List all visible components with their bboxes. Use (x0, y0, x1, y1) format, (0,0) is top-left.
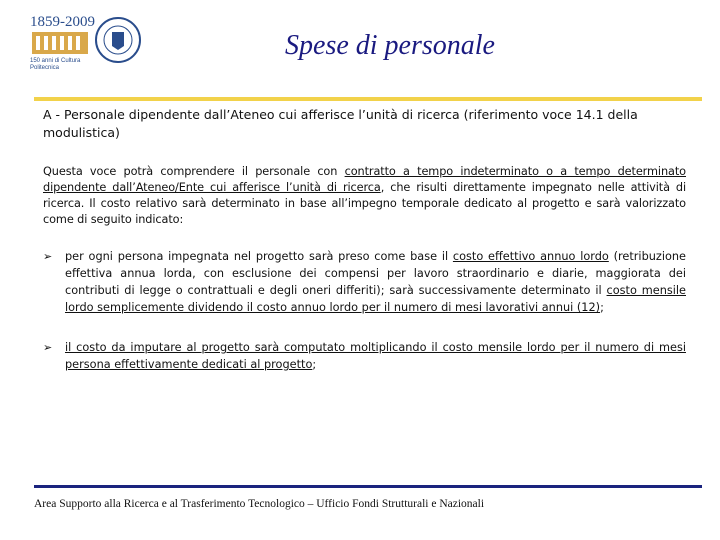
intro-underlined: contratto a tempo indeterminato o a tempo determinato dipendente dall’Ateneo/Ente cui afferisce l’unità di ricerca (43, 165, 686, 194)
bullet-2-text-1: ; (312, 358, 317, 371)
footer-text: Area Supporto alla Ricerca e al Trasferimento Tecnologico – Ufficio Fondi Strutturali e Nazionali (34, 498, 485, 510)
bullet-1-text-1: per ogni persona impegnata nel progetto sarà preso come base il (65, 250, 453, 263)
slide-content (43, 106, 686, 373)
anniversary-logo (28, 12, 156, 72)
section-heading: A - Personale dipendente dall’Ateneo cui afferisce l’unità di ricerca (riferimento voce 14.1 della modulistica) (43, 107, 638, 140)
bullet-1-text-2: (retribuzione effettiva annua lorda, con esclusione dei compensi per lavoro straordinario e diarie, maggiorata dei contributi di legge o contrattuali e degli oneri differiti); sarà successivamente determinato il (65, 250, 686, 297)
bullet-item (43, 339, 686, 373)
bullet-1-text-3: ; (600, 301, 604, 314)
logo-caption-line1: 150 anni di Cultura (30, 58, 81, 64)
intro-text-2: , che risulti direttamente impegnato nelle attività di ricerca. Il costo relativo sarà determinato in base all’impegno temporale dedicato al progetto e sarà valorizzato come di seguito indicato: (43, 181, 686, 226)
intro-paragraph (43, 164, 686, 228)
arrow-bullet-icon: ➢ (43, 341, 53, 354)
top-divider (34, 97, 702, 101)
logo-years: 1859-2009 (30, 14, 95, 30)
arrow-bullet-icon: ➢ (43, 250, 53, 263)
bullet-1-underlined-2: costo mensile lordo semplicemente dividendo il costo annuo lordo per il numero di mesi lavorativi annui (12) (65, 284, 686, 314)
logo-caption-line2: Politecnica (30, 65, 60, 71)
slide-title: Spese di personale (285, 30, 495, 61)
bullet-2-underlined: il costo da imputare al progetto sarà computato moltiplicando il costo mensile lordo per il numero di mesi persona effettivamente dedicati al progetto (65, 341, 686, 371)
bullet-item (43, 248, 686, 316)
intro-text-1: Questa voce potrà comprendere il personale con (43, 165, 345, 178)
bullet-1-underlined-1: costo effettivo annuo lordo (452, 250, 609, 263)
bottom-divider (34, 485, 702, 488)
